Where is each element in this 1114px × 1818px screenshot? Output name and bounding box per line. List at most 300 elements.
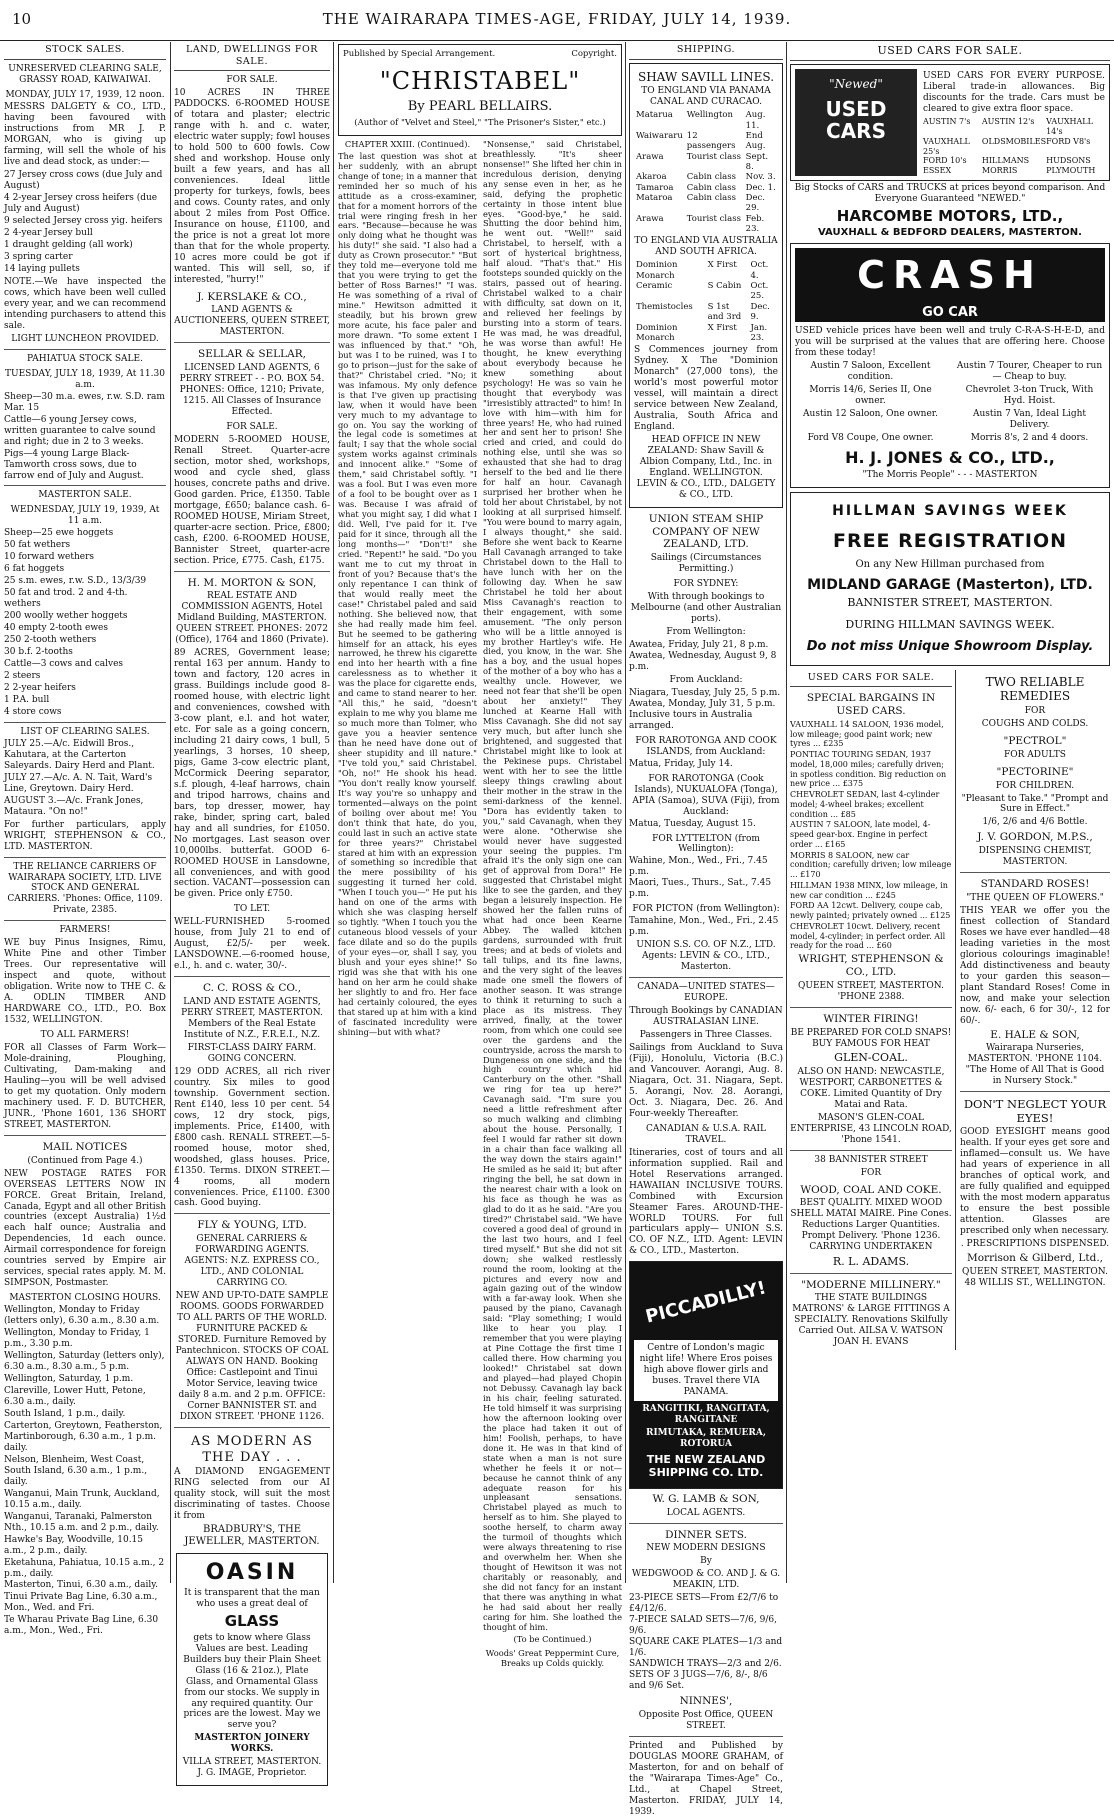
list-item: 200 woolly wether hoggets bbox=[4, 611, 128, 622]
piccadilly-ships: RIMUTAKA, REMUERA, ROTORUA bbox=[645, 1428, 766, 1450]
chapter-text: "Nonsense," said Christabel, breathlessly. "It's sheer nonsense!" She lifted her chin in incredulous derision, denying any sense even in her, as he said, defying the prophetic certainty in those intent blue eyes. "Good-bye," he said. Shutting the door behind him, he went out. "Well!" said Christabel, to herself, with a sort of hysterical brightness, half aloud. "That's that." His footsteps sounded quickly on the stairs, passed out of hearing. Christabel walked to a chair with difficulty, sat down on it, and relieved her feelings by bursting into a storm of tears. He was mad, he was dreadful, he was worse than awful! He thought, he knew everything about everybody because he knew something about psychology! He was so vain he thought that everybody was "irresistibly attracted" to him! In love with him—with him for three years! He, who had ruined her and sent her to prison! She cried and cried, and could do nothing else, until she was so exhausted that she had to drag herself to the bed and lie there for half an hour. Cavanagh surprised her brother when he told her about Christabel, by not looking at all surprised himself. "You were bound to marry again, I always thought," she said. Before she went back to Kearne Hall Cavanagh arranged to take Christabel down to the Hall to have lunch with her on the following day. When he saw Christabel he told her about Miss Cavanagh's reaction to their engagement, with some amusement. "The only person who will be a little annoyed is my brother Hartley's wife. He died, you know, in the war. She has a boy, and the usual hopes of the mother of a boy who has a wealthy uncle. However, we need not fear that she'll be open about her anxiety!" They lunched at Kearne Hall with Miss Cavanagh. She did not say very much, but after lunch she brightened, and suggested that Christabel might like to look at the Pekinese pups. Christabel went with her to see the little sleepy things crawling about their mother in the straw in the semi-darkness of the kennel. "Dora has evidently taken to you," said Cavanagh, when they were alone. "Otherwise she would never have suggested your seeing the puppies. I'm afraid it's the only sign one can get of approval from Dora!" He suggested that Christabel might like to see the garden, and they began a leisurely inspection. He showed her the fallen ruins of what had once been Kearne Abbey. The walled kitchen gardens, surrounded with fruit trees; and at beds of violets and tall tulips, and its fine lawns, and the very sight of the leaves made one smell the flowers of another season. It was strange to think it returning to such a place as its mistress. They arrived, finally, at the tower room, from which one could see over the gardens and the countryside, across the marsh to Dungeness on one side, and the high country which hid Canterbury on the other. "Shall we ring for tea up here?" Cavanagh said. "I'm sure you need a little refreshment after so much walking and climbing about the house. Personally, I feel I would far rather sit down in a chair than face walking all the way down the stairs again!" He smiled as he said it; but after ringing the bell, he sat down in the nearest chair with a look on his face as though he was as glad to do it as he said. "Are you tired?" Christabel said. "We have covered a good deal of ground in the last two hours, and I feel tired myself." But she did not sit down; she walked restlessly round the room, looking at the pictures and every now and again gazing out of the window with a far-away look. When she paused by the piano, Cavanagh said: "Play something; I would like to hear you play. I remember that you were playing at Pine Cottage the first time I called there. How charming you looked!" Christabel sat down and played—had played Chopin not Debussy. Cavanagh lay back in his chair, feeling saturated. He told himself it was surprising how the afternoon looking over the place had taken it out of him! Foolish, perhaps, to have done it. He was in that kind of state when a man is not sure whether he feels it or not—because he cannot think of any adequate reason for his unpleasant sensations. Christabel played as much to herself as to him. She played to soothe herself, to charm away the turmoil of thoughts which were always threatening to rise and overwhelm her. When she thought of Hewitson it was not charitably or reasonably, and she did not fancy for an instant that there was anything in what he had said about her really caring for him. She loathed the thought of him. bbox=[483, 138, 622, 1632]
farmers-title: FARMERS! bbox=[59, 925, 111, 936]
remedies-head: TWO RELIABLE REMEDIES bbox=[985, 674, 1085, 704]
sale-items bbox=[4, 528, 166, 718]
company-name: UNION STEAM SHIP COMPANY OF NEW ZEALAND, LTD. bbox=[648, 512, 764, 551]
list-item: 4 2-year Jersey cross heifers (due July and August) bbox=[4, 193, 158, 215]
route-body: Itineraries, cost of tours and all information supplied. Rail and Hotel Reservations arranged. HAWAIIAN INCLUSIVE TOURS. Combined with Excursion Steamer Fares. AROUND-THE-WORLD TOURS. For full particulars apply— UNION S.S. CO. OF N.Z., LTD. Agent: LEVIN & CO., LTD., Masterton. bbox=[629, 1147, 783, 1257]
table-cell: Tourist class bbox=[686, 213, 741, 224]
bargains-list bbox=[790, 720, 952, 951]
table-cell: 12 passengers bbox=[686, 130, 736, 152]
chapter-text: The last question was shot at her suddenly, with an abrupt change of tone; in a manner that reminded her so much of his attitude as a cross-examiner, that for a moment horrors of the trial were ringing fresh in her ears. "Because—because he was only doing what he thought was his duty!" she said. "I also had a duty as Crown prosecutor." "But they told me—everyone told me that you were trying to get the better of Ross Barnes!" "I was. He was something of a rival of mine." Hewitson admitted it steadily, but his brown grew more acute, his face paler and more drawn. "To some extent I was influenced by that." "Oh, but was I to be ruined, was I to go to prison—just for the sake of that?" Christabel cried. "No; it was infamous. My only defence is that I've given up practising law, when it would have been very much to my advantage to go on. You say the working of the legal code is sometimes at fault; I say that the whole social system works against criminals and innocent alike." "Some of them," said Christabel softly. "I was a fool. But I was even more of a fool to be bought over as I was. Because I was afraid of what you might say, I did what I did. Well, I've paid for it. I've paid for it since, through all the long months—" "Don't!" she cried. "Repent!" he said. "Do you want me to cut my throat in front of you? Because that's the only repentance I can think of that would really meet the case!" Christabel paled and said nothing. She believed now, that she had really made him feel. But he seemed to be gathering himself for an attack, his eyes narrowed, he threw his cigarette end into her hearth with a fine carelessness as to whether it was the place for cigarette ends, and came to stand nearer to her. "All this," he said, "doesn't explain to me why you blame me so much more than Tolmer, who gave you a heavier sentence than he need have done out of sheer stupidity and ill nature." "I've told you," said Christabel. "Oh, no!" He shook his head. "You don't really know yourself. It's way you're so unhappy and tormented—always on the point of boiling over about me! You don't think that hate, do you, could last in such an active state for three years?" Christabel stared at him with an expression of something so incredible that the mere possibility of his suggesting it turned her cold. "When I touch you—" He put his hand on one of the arms with which she was clasping herself so tightly. "When I touch you the cutaneous blood vessels of your face dilate and so do the pupils of your eyes—or, shall I say, you blush and your eyes shine!" So rigid was she that with his one hand on her arm he could shake her slightly to and fro. Her face had certainly coloured, the eyes that stared up at him with a kind of fascinated incredulity were shining—but with what? bbox=[338, 150, 477, 1037]
table-cell: Themistocles bbox=[636, 301, 693, 312]
route-note: Inclusive tours in Australia arranged. bbox=[629, 709, 753, 731]
jeweller-name: BRADBURY'S, THE JEWELLER, MASTERTON. bbox=[184, 1524, 320, 1548]
stock-sales-column bbox=[4, 42, 166, 1637]
divider bbox=[174, 1427, 330, 1428]
list-item: AUSTIN 12's bbox=[981, 117, 1035, 127]
glass-text: It is transparent that the man who uses a great deal of bbox=[184, 1588, 320, 1610]
author-note: (Author of "Velvet and Steel," "The Prisoner's Sister," etc.) bbox=[354, 118, 606, 129]
clearing-contact: For further particulars, apply WRIGHT, STEPHENSON & CO., LTD. MASTERTON. bbox=[4, 819, 166, 852]
sale-title: PAHIATUA STOCK SALE. bbox=[27, 353, 143, 364]
price-row: 7-PIECE SALAD SETS—7/6, 9/6, 9/6. bbox=[629, 1615, 777, 1637]
glass-big: GLASS bbox=[224, 1612, 280, 1631]
list-item: 1 P.A. bull bbox=[4, 694, 50, 705]
divider bbox=[4, 485, 166, 486]
list-item: VAUXHALL 14 SALOON, 1936 model, low mileage; good paint work; new tyres ... £235 bbox=[790, 719, 944, 749]
price-row: SQUARE CAKE PLATES—1/3 and 1/6. bbox=[629, 1637, 783, 1659]
list-item: 3 spring carter bbox=[4, 252, 73, 263]
list-item: Wellington, Saturday (letters only), 6.30 a.m., 8.30 a.m., 5 p.m. bbox=[4, 1351, 165, 1373]
divider bbox=[174, 571, 330, 572]
list-item: Morris 14/6, Series II, One owner. bbox=[809, 385, 932, 407]
divider bbox=[4, 722, 166, 723]
agents: HEAD OFFICE IN NEW ZEALAND: Shaw Savill & Albion Company, Ltd., Inc. in England. WELLINGTON. LEVIN & CO., LTD., DALGETY & CO., LTD. bbox=[636, 435, 776, 500]
section-header: LAND, DWELLINGS FOR SALE. bbox=[174, 42, 330, 71]
glass-text: gets to know where Glass Values are best. Leading Builders buy their Plain Sheet Glass (16 & 21oz.), Plate Glass, and Ornamental Glass from our stocks. We supply in any required quantity. Our prices are the lowest. May we serve you? bbox=[183, 1632, 321, 1731]
route-head: FOR RAROTONGA (Cook Islands), NUKUALOFA (Tonga), APIA (Samoa), SUVA (Fiji), from Auckland: bbox=[632, 773, 780, 817]
list-item: 30 b.f. 2-tooths bbox=[4, 647, 73, 658]
list-item: Austin 12 Saloon, One owner. bbox=[803, 409, 938, 420]
divider bbox=[174, 342, 330, 343]
hillman-ad bbox=[790, 492, 1110, 666]
list-item: Carterton, Greytown, Featherston, Martinborough, 6.30 a.m., 1 p.m. daily. bbox=[4, 1420, 163, 1453]
table-row bbox=[634, 281, 778, 302]
eyes-head: DON'T NEGLECT YOUR EYES! bbox=[963, 1097, 1107, 1126]
sale-body: MESSRS DALGETY & CO., LTD., having been favoured with instructions from MR J. P. MORGAN, who is giving up farming, will sell the whole of his live and dead stock, as under:— bbox=[4, 102, 166, 168]
table-cell: Cabin class bbox=[686, 172, 736, 183]
serial-byline: By PEARL BELLAIRS. bbox=[407, 98, 553, 114]
nursery-name: E. HALE & SON, bbox=[990, 1028, 1080, 1041]
dealer-sub: VAUXHALL & BEDFORD DEALERS, MASTERTON. bbox=[818, 227, 1082, 239]
divider bbox=[174, 976, 330, 977]
newed-body: USED CARS FOR EVERY PURPOSE. Liberal trade-in allowances. Big discounts for the trade. Cars must be cleared to give extra floor space. bbox=[923, 71, 1105, 115]
chemist-sub: DISPENSING CHEMIST, MASTERTON. bbox=[978, 846, 1092, 868]
agent-name: H. M. MORTON & SON, bbox=[187, 576, 317, 589]
copyright-note: Copyright. bbox=[571, 49, 617, 59]
list-item: 27 Jersey cross cows (due July and August) bbox=[4, 170, 163, 192]
route-note: Passengers in Three Classes. bbox=[639, 1030, 773, 1040]
table-cell: Sept. 8. bbox=[745, 151, 769, 172]
divider bbox=[790, 1150, 952, 1151]
list-item: Masterton, Tinui, 6.30 a.m., daily. bbox=[4, 1580, 158, 1591]
sailing-row: Tamahine, Mon., Wed., Fri., 2.45 p.m. bbox=[629, 916, 779, 938]
eyes-body: GOOD EYESIGHT means good health. If your eyes get sore and inflamed—consult us. We have had years of experience in all branches of optical work, and are fully qualified and equipped with the most modern apparatus to ensure the best possible attention. Glasses are prescribed only when necessary. bbox=[960, 1127, 1110, 1236]
sale-date: MONDAY, JULY 17, 1939, 12 noon. bbox=[5, 89, 165, 100]
ad-body: 89 ACRES, Government lease; rental 163 per annum. Handy to town and factory, 120 acres in grass. Buildings include good 8-roomed house, with electric light and conveniences, cowshed with 3-cow plant, e.l. and hot water, etc. For sale as a going concern, including 21 dairy cows, 1 bull, 5 yearlings, 3 horses, 10 sheep, pigs, Game 3-cow electric plant, McCormick Deering separator, s.f. plough, 4-leaf harrows, chain and tripod harrows, chains and bars, top dresser, mower, hay rake, binder, spring cart, baled hay and all sundries, for £1050. No mortgages. Last season over 10,000lbs. butterfat. GOOD 6-ROOMED HOUSE in Lansdowne, all conveniences, and with good section. VACANT—possession can be given. Price only £750. bbox=[174, 648, 330, 900]
agent-sub: GENERAL CARRIERS & FORWARDING AGENTS. AGENTS: N.Z. EXPRESS CO., LTD., AND COLONIAL CARRYING CO. bbox=[184, 1234, 320, 1289]
route-head: FOR SYDNEY: bbox=[673, 579, 739, 590]
mail-title: MAIL NOTICES bbox=[42, 1140, 128, 1153]
piccadilly-ships: RANGITIKI, RANGITATA, RANGITANE bbox=[642, 1404, 770, 1426]
table-cell: Nov. 3. bbox=[745, 172, 776, 183]
dealer-name: WRIGHT, STEPHENSON & CO., LTD. bbox=[798, 953, 944, 978]
optician-sub: QUEEN STREET, MASTERTON. 48 WILLIS ST., WELLINGTON. bbox=[962, 1266, 1108, 1288]
divider bbox=[629, 1523, 783, 1524]
agent-name: W. G. LAMB & SON, bbox=[652, 1492, 760, 1505]
section-header: USED CARS FOR SALE. bbox=[790, 42, 1110, 61]
column-rule bbox=[170, 42, 171, 1583]
newed-tag: "Newed" bbox=[829, 77, 883, 92]
hillman-on: On any New Hillman purchased from bbox=[855, 558, 1045, 570]
dealer-name: HARCOMBE MOTORS, LTD., bbox=[836, 206, 1064, 225]
serial-subcolumn bbox=[338, 138, 477, 1671]
table-cell: Oct. 25. bbox=[750, 281, 769, 302]
table-row bbox=[634, 110, 778, 131]
list-item: Cattle—6 young Jersey cows, written guarantee to calve sound and right; due in 2 to 3 weeks. bbox=[4, 414, 156, 447]
agent-sub: LAND AGENTS & AUCTIONEERS, QUEEN STREET, MASTERTON. bbox=[174, 305, 330, 338]
list-item: 25 s.m. ewes, r.w. S.D., 13/3/39 bbox=[4, 576, 147, 587]
list-item: Wanganui, Taranaki, Palmerston Nth., 10.15 a.m. and 2 p.m., daily. bbox=[4, 1511, 159, 1533]
shaw-savill-ad bbox=[629, 63, 783, 508]
masthead-title: THE WAIRARAPA TIMES-AGE, FRIDAY, JULY 14, 1939. bbox=[322, 10, 792, 28]
list-item: MORRIS 8 SALOON, new car condition; carefully driven; low mileage ... £170 bbox=[790, 850, 952, 880]
table-cell: Dec. 29. bbox=[745, 193, 765, 214]
sailing-row: Matua, Friday, July 14. bbox=[629, 758, 733, 769]
list-item: Chevrolet 3-ton Truck, With Hyd. Hoist. bbox=[965, 385, 1094, 407]
glass-firm: MASTERTON JOINERY WORKS. bbox=[194, 1733, 310, 1755]
list-item: JULY 25.—A/c. Eidwill Bros., Kahutara, at the Carterton Saleyards. Dairy Herd and Plant. bbox=[4, 738, 155, 771]
sailing-row: Awatea, Wednesday, August 9, 8 p.m. bbox=[629, 650, 777, 672]
list-item: Clareville, Lower Hutt, Petone, 6.30 a.m., daily. bbox=[4, 1386, 146, 1407]
list-item: JULY 27.—A/c. A. N. Tait, Ward's Line, Greytown. Dairy Herd. bbox=[4, 772, 153, 794]
agents: UNION S.S. CO. OF N.Z., LTD. Agents: LEVIN & CO., LTD., Masterton. bbox=[636, 940, 776, 973]
section-header: USED CARS FOR SALE. bbox=[790, 670, 952, 688]
sale-title: UNRESERVED CLEARING SALE, GRASSY ROAD, KAIWAIWAI. bbox=[8, 63, 162, 85]
sailing-row: Awatea, Friday, July 21, 8 p.m. bbox=[629, 640, 769, 650]
list-item: 1 draught gelding (all work) bbox=[4, 240, 133, 251]
table-cell: Mataroa bbox=[636, 193, 673, 204]
land-column bbox=[174, 42, 331, 1779]
sailing-row: Matua, Tuesday, August 15. bbox=[629, 818, 756, 829]
sale-items bbox=[4, 392, 166, 482]
glass-addr: VILLA STREET, MASTERTON. J. G. IMAGE, Proprietor. bbox=[182, 1757, 322, 1779]
lower-right-ads bbox=[960, 670, 1110, 1351]
sale-note: NOTE.—We have inspected the cows, which have been well culled every year, and we can recommend intending purchasers to attend this sale. bbox=[4, 277, 166, 331]
ad-body: MODERN 5-ROOMED HOUSE, Renall Street. Quarter-acre section, motor shed, workshops, wood and cycle shed, glass houses, concrete paths and drive. Good garden. Price, £1350. Table mortgage, £650; balance cash. 6-ROOMED HOUSE, Miriam Street, quarter-acre section. Price, £800; cash, £200. 6-ROOMED HOUSE, Bannister Street, quarter-acre section. Price, £775. Cash, £175. bbox=[174, 434, 330, 566]
table-cell: S 1st and 3rd bbox=[707, 301, 742, 323]
table-row bbox=[634, 172, 778, 182]
table-cell: Oct. 4. bbox=[750, 260, 769, 281]
list-item: 40 empty 2-tooth ewes bbox=[4, 623, 108, 634]
pectrol-for: FOR ADULTS bbox=[1004, 749, 1066, 760]
divider bbox=[629, 1736, 783, 1737]
sailing-row: Niagara, Tuesday, July 25, 5 p.m. bbox=[629, 687, 781, 698]
lower-left-ads bbox=[790, 670, 956, 1351]
clearing-items bbox=[4, 739, 166, 818]
route-note: With through bookings to Melbourne (and other Australian ports). bbox=[630, 592, 782, 625]
section-header: STOCK SALES. bbox=[4, 42, 166, 60]
ad-body: NEW AND UP-TO-DATE SAMPLE ROOMS. GOODS FORWARDED TO ALL PARTS OF THE WORLD. FURNITURE PACKED & STORED. Furniture Removed by Pantechnicon. STOCKS OF COAL ALWAYS ON HAND. Booking Office: Castlepoint and Tinui Motor Service, leaving twice daily 8 a.m. and 2 p.m. OFFICE: Corner BANNISTER ST. and DIXON STREET. 'PHONE 1126. bbox=[175, 1291, 329, 1422]
list-item: 2 steers bbox=[4, 671, 41, 682]
divider bbox=[4, 349, 166, 350]
hillman-miss: Do not miss Unique Showroom Display. bbox=[806, 638, 1094, 654]
route-note: S Commences journey from Sydney. X The "Dominion Monarch" (27,000 tons), the world's most powerful motor vessel, will maintain a direct service between New Zealand, Australia, South Africa and England. bbox=[634, 345, 778, 433]
agent-sub: LICENSED LAND AGENTS, 6 PERRY STREET - - P.O. BOX 54. PHONES: Office, 1210; Private, 1215. All Classes of Insurance Effected. bbox=[179, 363, 325, 417]
list-item: Tinui Private Bag Line, 6.30 a.m., Mon., Wed. and Fri. bbox=[4, 1592, 158, 1614]
newed-cars: USED CARS bbox=[825, 97, 887, 144]
published-note: Published by Special Arrangement. bbox=[343, 49, 496, 59]
list-item: AUSTIN 7's bbox=[923, 117, 971, 127]
route-sub: TO ENGLAND VIA AUSTRALIA AND SOUTH AFRICA. bbox=[634, 236, 778, 258]
roses-body: THIS YEAR we offer you the finest collection of Standard Roses we have ever handled—48 leading varieties in the most glorious colourings imaginable! Add distinctiveness and beauty to your garden this season—plant Standard Roses! Come in now, and make your selection now. 6/- each, 6 for 30/-, 12 for 60/-. bbox=[960, 905, 1110, 1026]
table-cell: Feb. 23. bbox=[745, 213, 765, 235]
divider bbox=[960, 1091, 1110, 1092]
price-row: 23-PIECE SETS—From £2/7/6 to £4/12/6. bbox=[629, 1593, 779, 1615]
dinner-by: By bbox=[700, 1556, 712, 1567]
list-item: Wellington, Monday to Friday (letters only), 6.30 a.m., 8.30 a.m. bbox=[4, 1305, 160, 1327]
table-cell: Jan. 23. bbox=[750, 322, 768, 343]
pectorine-for: FOR CHILDREN. bbox=[995, 780, 1075, 791]
table-cell: Aug. 11. bbox=[745, 110, 766, 131]
serial-column bbox=[338, 42, 622, 1668]
sailing-row: Awatea, Monday, July 31, 5 p.m. bbox=[629, 698, 776, 709]
list-item: Austin 7 Van, Ideal Light Delivery. bbox=[973, 409, 1086, 431]
hillman-during: DURING HILLMAN SAVINGS WEEK. bbox=[845, 617, 1055, 631]
ad-body: A DIAMOND ENGAGEMENT RING selected from our AI quality stock, will suit the most discriminating of tastes. Choose it from bbox=[174, 1467, 330, 1522]
mail-body: NEW POSTAGE RATES FOR OVERSEAS LETTERS NOW IN FORCE. Great Britain, Ireland, Canada, Egypt and all other British countries (except Australia) 1½d each half ounce; Australia and Dependencies, 1d each ounce. Airmail correspondence for foreign countries served by Empire air services, special rates apply. M. M. SIMPSON, Postmaster. bbox=[4, 1168, 166, 1289]
winter-head: WINTER FIRING! bbox=[823, 1012, 919, 1025]
route-from: From Auckland: bbox=[669, 674, 743, 685]
list-item: Sheep—25 ewe hoggets bbox=[4, 528, 114, 539]
list-item: Nelson, Blenheim, West Coast, South Island, 6.30 a.m., 1 p.m., daily. bbox=[4, 1454, 148, 1487]
hillman-free: FREE REGISTRATION bbox=[832, 529, 1068, 552]
crash-body: USED vehicle prices have been well and truly C-R-A-S-H-E-D, and you will be surprised at the values that are offering here. Choose from these today! bbox=[795, 326, 1105, 359]
route-head: CANADIAN & U.S.A. RAIL TRAVEL. bbox=[646, 1123, 766, 1145]
wood-head: WOOD, COAL AND COKE. bbox=[800, 1183, 942, 1196]
list-item: FORD 10's bbox=[923, 156, 967, 166]
list-item: Sheep—30 m.a. ewes, r.w. S.D. ram Mar. 15 bbox=[4, 391, 165, 413]
agent-name: FLY & YOUNG, LTD. bbox=[197, 1219, 307, 1232]
route-sub: Sailings (Circumstances Permitting.) bbox=[650, 553, 762, 575]
list-item: AUGUST 3.—A/c. Frank Jones, Mataura. "On no!" bbox=[4, 795, 144, 817]
newed-list bbox=[923, 117, 1105, 176]
tolet-label: TO LET. bbox=[233, 904, 271, 915]
table-cell: Tourist class bbox=[686, 151, 741, 162]
list-item: VAUXHALL 25's bbox=[923, 136, 970, 156]
list-item: 250 2-tooth wethers bbox=[4, 635, 97, 646]
farmers-body: WE buy Pinus Insignes, Rimu, White Pine and other Timber Trees. Our representative will inspect and quote, without obligation. Write now to THE C. & A. ODLIN TIMBER AND HARDWARE CO., LTD., P.O. Box 1532, WELLINGTON. bbox=[4, 938, 166, 1026]
hillman-head: HILLMAN SAVINGS WEEK bbox=[832, 502, 1068, 519]
sale-lunch: LIGHT LUNCHEON PROVIDED. bbox=[11, 333, 159, 344]
table-row bbox=[634, 152, 778, 173]
list-item: 50 fat wethers bbox=[4, 540, 71, 551]
pectrol: "PECTROL" bbox=[1003, 734, 1067, 747]
list-item: 9 selected Jersey cross yig. heifers bbox=[4, 216, 163, 227]
dinner-makers: WEDGWOOD & CO. AND J. & G. MEAKIN, LTD. bbox=[631, 1569, 781, 1591]
used-cars-column bbox=[790, 42, 1110, 1583]
prescriptions: . PRESCRIPTIONS DISPENSED. bbox=[960, 1238, 1110, 1249]
table-row bbox=[634, 183, 778, 193]
closing-title: MASTERTON CLOSING HOURS. bbox=[9, 1293, 161, 1304]
divider bbox=[4, 1135, 166, 1136]
list-item: 2 2-year heifers bbox=[4, 682, 76, 693]
list-item: OLDSMOBILES bbox=[981, 136, 1047, 146]
divider bbox=[174, 1213, 330, 1214]
divider bbox=[4, 857, 166, 858]
list-item: Cattle—3 cows and calves bbox=[4, 659, 124, 670]
masthead bbox=[0, 0, 1114, 41]
table-row bbox=[634, 323, 778, 344]
agent-sub: REAL ESTATE AND COMMISSION AGENTS, Hotel Midland Building, MASTERTON. QUEEN STREET. PHONES: 2072 (Office), 1764 and 1860 (Private). bbox=[175, 591, 329, 646]
crash-ad bbox=[790, 243, 1110, 487]
table-cell: Arawa bbox=[636, 213, 664, 224]
for-word: FOR bbox=[860, 1167, 882, 1178]
route-head: CANADA—UNITED STATES—EUROPE. bbox=[637, 982, 775, 1004]
list-item: HUDSONS bbox=[1046, 156, 1091, 166]
sale-date: TUESDAY, JULY 18, 1939, At 11.30 a.m. bbox=[5, 368, 165, 390]
piccadilly-ad bbox=[629, 1261, 783, 1488]
winter-body: BE PREPARED FOR COLD SNAPS! BUY FAMOUS FOR HEAT bbox=[790, 1027, 952, 1049]
glass-ad bbox=[176, 1553, 328, 1787]
table-cell: Dec. 1. bbox=[745, 182, 776, 193]
table-cell: Tamaroa bbox=[636, 182, 674, 193]
table-cell: Dec. 9. bbox=[750, 301, 770, 323]
newed-details bbox=[923, 69, 1105, 175]
agent-sub: LOCAL AGENTS. bbox=[666, 1507, 746, 1518]
ad-body: 129 ODD ACRES, all rich river country. Six miles to good township. Government section. Rent £140, less 10 per cent. 54 cows, 12 dry stock, pigs, implements. Price, £1400, with £800 cash. RENALL STREET.—5-roomed house, motor shed, woodshed, glass houses. Price, £1350. Terms. DIXON STREET.—4 rooms, all modern conveniences. Price, £1100. £300 cash. Good buying. bbox=[174, 1066, 330, 1209]
list-item: HILLMANS bbox=[981, 156, 1030, 166]
hillman-addr: BANNISTER STREET, MASTERTON. bbox=[847, 596, 1053, 610]
hillman-dealer: MIDLAND GARAGE (Masterton), LTD. bbox=[807, 577, 1093, 594]
piccadilly-company: THE NEW ZEALAND SHIPPING CO. LTD. bbox=[646, 1453, 766, 1480]
route-sub: Through Bookings by CANADIAN AUSTRALASIAN LINE. bbox=[629, 1006, 783, 1028]
agent-name: J. KERSLAKE & CO., bbox=[197, 290, 307, 303]
sale-items bbox=[4, 170, 166, 275]
agent-sub: LAND AND ESTATE AGENTS, PERRY STREET, MASTERTON. Members of the Real Estate Institute of N.Z., F.R.E.I., N.Z. bbox=[181, 997, 323, 1040]
imprint: Printed and Published by DOUGLAS MOORE GRAHAM, of Masterton, for and on behalf of the "Wairarapa Times-Age" Co., Ltd., at Chapel Street, Masterton. FRIDAY, JULY 14, 1939. bbox=[629, 1740, 783, 1817]
glencoal: GLEN-COAL. bbox=[834, 1051, 908, 1065]
roses-sub: "THE QUEEN OF FLOWERS." bbox=[966, 892, 1104, 903]
table-cell: End Aug. bbox=[745, 130, 766, 152]
list-item: Hawke's Bay, Woodville, 10.15 a.m., 2 p.m., daily. bbox=[4, 1534, 144, 1556]
route-head: FOR PICTON (from Wellington): bbox=[632, 904, 780, 915]
route-body: Sailings from Auckland to Suva (Fiji), Honolulu, Victoria (B.C.) and Vancouver. Aorangi, Aug. 8. Niagara, Oct. 31. Niagara, Sept. 5. Aorangi, Nov. 28. Aorangi, Oct. 3. Niagara, Dec. 26. And Four-weekly Thereafter. bbox=[629, 1042, 783, 1119]
section-header: SHIPPING. bbox=[629, 42, 783, 60]
serial-header-box bbox=[338, 44, 622, 136]
divider bbox=[790, 1273, 952, 1274]
route-head: FOR RAROTONGA AND COOK ISLANDS, from Auckland: bbox=[635, 735, 777, 757]
divider bbox=[960, 872, 1110, 873]
list-item: FORD V8's bbox=[1046, 136, 1091, 146]
list-item: ESSEX bbox=[923, 166, 952, 176]
table-row bbox=[634, 302, 778, 323]
list-item: HILLMAN 1938 MINX, low mileage, in new car condition ... £245 bbox=[790, 880, 948, 900]
sale-date: WEDNESDAY, JULY 19, 1939, At 11 a.m. bbox=[10, 505, 160, 527]
wood-body: BEST QUALITY. MIXED WOOD SHELL MATAI MAIRE. Pine Cones. Reductions Larger Quantities. Prompt Delivery. 'Phone 1236. CARRYING UNDERTAKEN bbox=[790, 1198, 952, 1253]
divider bbox=[790, 1007, 952, 1008]
sale-title: MASTERTON SALE. bbox=[38, 490, 132, 501]
list-item: 50 fat and trod. 2 and 4-th. wethers bbox=[4, 588, 128, 610]
table-cell: Dominion Monarch bbox=[636, 260, 678, 281]
remedies-colds: COUGHS AND COLDS. bbox=[981, 719, 1089, 729]
dinner-head: DINNER SETS. bbox=[665, 1528, 747, 1541]
list-item: 10 forward wethers bbox=[4, 552, 95, 563]
list-item: FORD AA 12cwt. Delivery, coupe cab, newly painted; privately owned ... £125 bbox=[790, 901, 951, 921]
table-cell: X First bbox=[707, 260, 737, 271]
table-row bbox=[634, 214, 778, 235]
dinner-sub: NEW MODERN DESIGNS bbox=[646, 1543, 766, 1554]
list-item: Wellington, Saturday, 1 p.m. bbox=[4, 1374, 134, 1385]
allfarmers-title: TO ALL FARMERS! bbox=[40, 1030, 130, 1041]
dealer-sub: QUEEN STREET, MASTERTON. 'PHONE 2388. bbox=[798, 980, 944, 1002]
forsale-label: FOR SALE. bbox=[226, 421, 278, 432]
table-cell: S Cabin bbox=[707, 281, 742, 292]
list-item: CHEVROLET SEDAN, last 4-cylinder model; 4-wheel brakes; excellent condition ... £85 bbox=[790, 790, 940, 819]
mail-sub: (Continued from Page 4.) bbox=[27, 1155, 143, 1166]
shop-name: NINNES', bbox=[679, 1695, 733, 1708]
bannister: 38 BANNISTER STREET bbox=[814, 1154, 928, 1165]
closing-items bbox=[4, 1305, 166, 1637]
bargains-head: SPECIAL BARGAINS IN USED CARS. bbox=[806, 692, 936, 718]
list-item: Te Wharau Private Bag Line, 6.30 a.m., Mon., Wed., Fri. bbox=[4, 1615, 159, 1637]
ad-body: WELL-FURNISHED 5-roomed house, from July 21 to end of August, £2/5/- per week. LANSDOWNE.—6-roomed house, e.l., h. and c. water, 30/-. bbox=[174, 917, 330, 972]
table-cell: Akaroa bbox=[636, 172, 667, 183]
shipping-column bbox=[629, 42, 783, 1817]
ad-body: 10 ACRES IN THREE PADDOCKS. 6-ROOMED HOUSE of totara and plaster; electric range with h. and c. water, electric water supply; fowl houses to hold 500 to 600 fowls. Cow shed and workshop. House only built a few years, and has all conveniences. Ideal little property for turkeys, fowls, bees and cows. County rates, and only about 2 miles from Post Office. Insurance on house, £1100, and the price is not a great lot more than that for the whole property. 10 acres more could be got if wanted. This will sell, so, if interested, "hurry!" bbox=[174, 88, 331, 285]
table-cell: Waiwararu bbox=[636, 130, 683, 141]
list-item: Austin 7 Saloon, Excellent condition. bbox=[810, 361, 931, 383]
list-item: PONTIAC TOURING SEDAN, 1937 model, 18,000 miles; carefully driven; in spotless condition. Big reduction on new price ... £375 bbox=[790, 750, 947, 789]
lower-ads bbox=[790, 670, 1110, 1351]
glen-body: ALSO ON HAND: NEWCASTLE, WESTPORT, CARBONETTES & COKE. Limited Quantity of Dry Matai and Rata. bbox=[797, 1066, 945, 1110]
sailing-row: Wahine, Mon., Wed., Fri., 7.45 p.m. bbox=[629, 856, 768, 878]
piccadilly-word: PICCADILLY! bbox=[643, 1277, 769, 1328]
chapter-head: CHAPTER XXIII. (Continued). bbox=[344, 138, 471, 149]
list-item: Morris 8's, 2 and 4 doors. bbox=[970, 433, 1089, 444]
list-item: Pigs—4 young Large Black-Tamworth cross sows, due to farrow end of July and August. bbox=[4, 448, 144, 481]
list-item: 6 fat hoggets bbox=[4, 564, 65, 575]
route-head: FOR LYTTELTON (from Wellington): bbox=[652, 833, 760, 855]
list-item: PLYMOUTH bbox=[1046, 166, 1096, 176]
page-number: 10 bbox=[12, 10, 32, 28]
pectorine: "PECTORINE" bbox=[996, 765, 1074, 778]
shop-sub: Opposite Post Office, QUEEN STREET. bbox=[638, 1709, 774, 1731]
list-item: VAUXHALL 14's bbox=[1046, 117, 1093, 137]
list-item: Austin 7 Tourer, Cheaper to run— Cheap to buy. bbox=[956, 361, 1103, 383]
adams: R. L. ADAMS. bbox=[832, 1255, 910, 1269]
list-item: MORRIS bbox=[981, 166, 1018, 176]
sailing-row: Maori, Tues., Thurs., Sat., 7.45 p.m. bbox=[629, 878, 772, 900]
dealer-sub: "The Morris People" - - - MASTERTON bbox=[862, 469, 1038, 480]
list-item: South Island, 1 p.m., daily. bbox=[4, 1408, 126, 1419]
piccadilly-text: Centre of London's magic night life! Where Eros poises high above flower girls and buses. Travel there VIA PANAMA. bbox=[634, 1340, 778, 1401]
column-rule bbox=[625, 42, 626, 1583]
schedule-table bbox=[634, 110, 778, 234]
list-item: AUSTIN 7 SALOON, late model, 4-speed gear-box. Engine in perfect order ... £165 bbox=[790, 820, 931, 849]
roses-head: STANDARD ROSES! bbox=[980, 878, 1090, 891]
agent-name: SELLAR & SELLAR, bbox=[198, 348, 306, 361]
pleasant: "Pleasant to Take." "Prompt and Sure in Effect." bbox=[961, 793, 1109, 815]
table-row bbox=[634, 131, 778, 152]
chemist-name: J. V. GORDON, M.P.S., bbox=[977, 831, 1093, 844]
millinery-body: THE STATE BUILDINGS MATRONS' & LARGE FITTINGS A SPECIALTY. Renovations Skilfully Carried Out. AILSA V. WATSON JOAN H. EVANS bbox=[792, 1293, 950, 1348]
serial-subcolumn bbox=[483, 138, 622, 1671]
table-row bbox=[634, 193, 778, 214]
crash-word: CRASH bbox=[795, 248, 1105, 302]
newed-ad bbox=[790, 64, 1110, 180]
table-cell: Cabin class bbox=[686, 182, 736, 193]
list-item: Eketahuna, Pahiatua, 10.15 a.m., 2 p.m., daily. bbox=[4, 1557, 165, 1579]
table-cell: Dominion Monarch bbox=[636, 322, 678, 343]
schedule-table bbox=[634, 260, 778, 343]
route-sub: TO ENGLAND VIA PANAMA CANAL AND CURACAO. bbox=[641, 86, 771, 108]
table-cell: Cabin class bbox=[686, 193, 736, 204]
crash-list bbox=[795, 361, 1105, 444]
divider bbox=[629, 977, 783, 978]
allfarmers-body: FOR all Classes of Farm Work—Mole-draining, Ploughing, Cultivating, Dam-making and Hauling—you will be well advised to get my quotation. Only modern machinery used. F. D. BUTCHER, JUNR., 'Phone 1601, 136 SHORT STREET, MASTERTON. bbox=[4, 1043, 166, 1130]
price-row: SANDWICH TRAYS—2/3 and 2/6. bbox=[629, 1659, 782, 1670]
